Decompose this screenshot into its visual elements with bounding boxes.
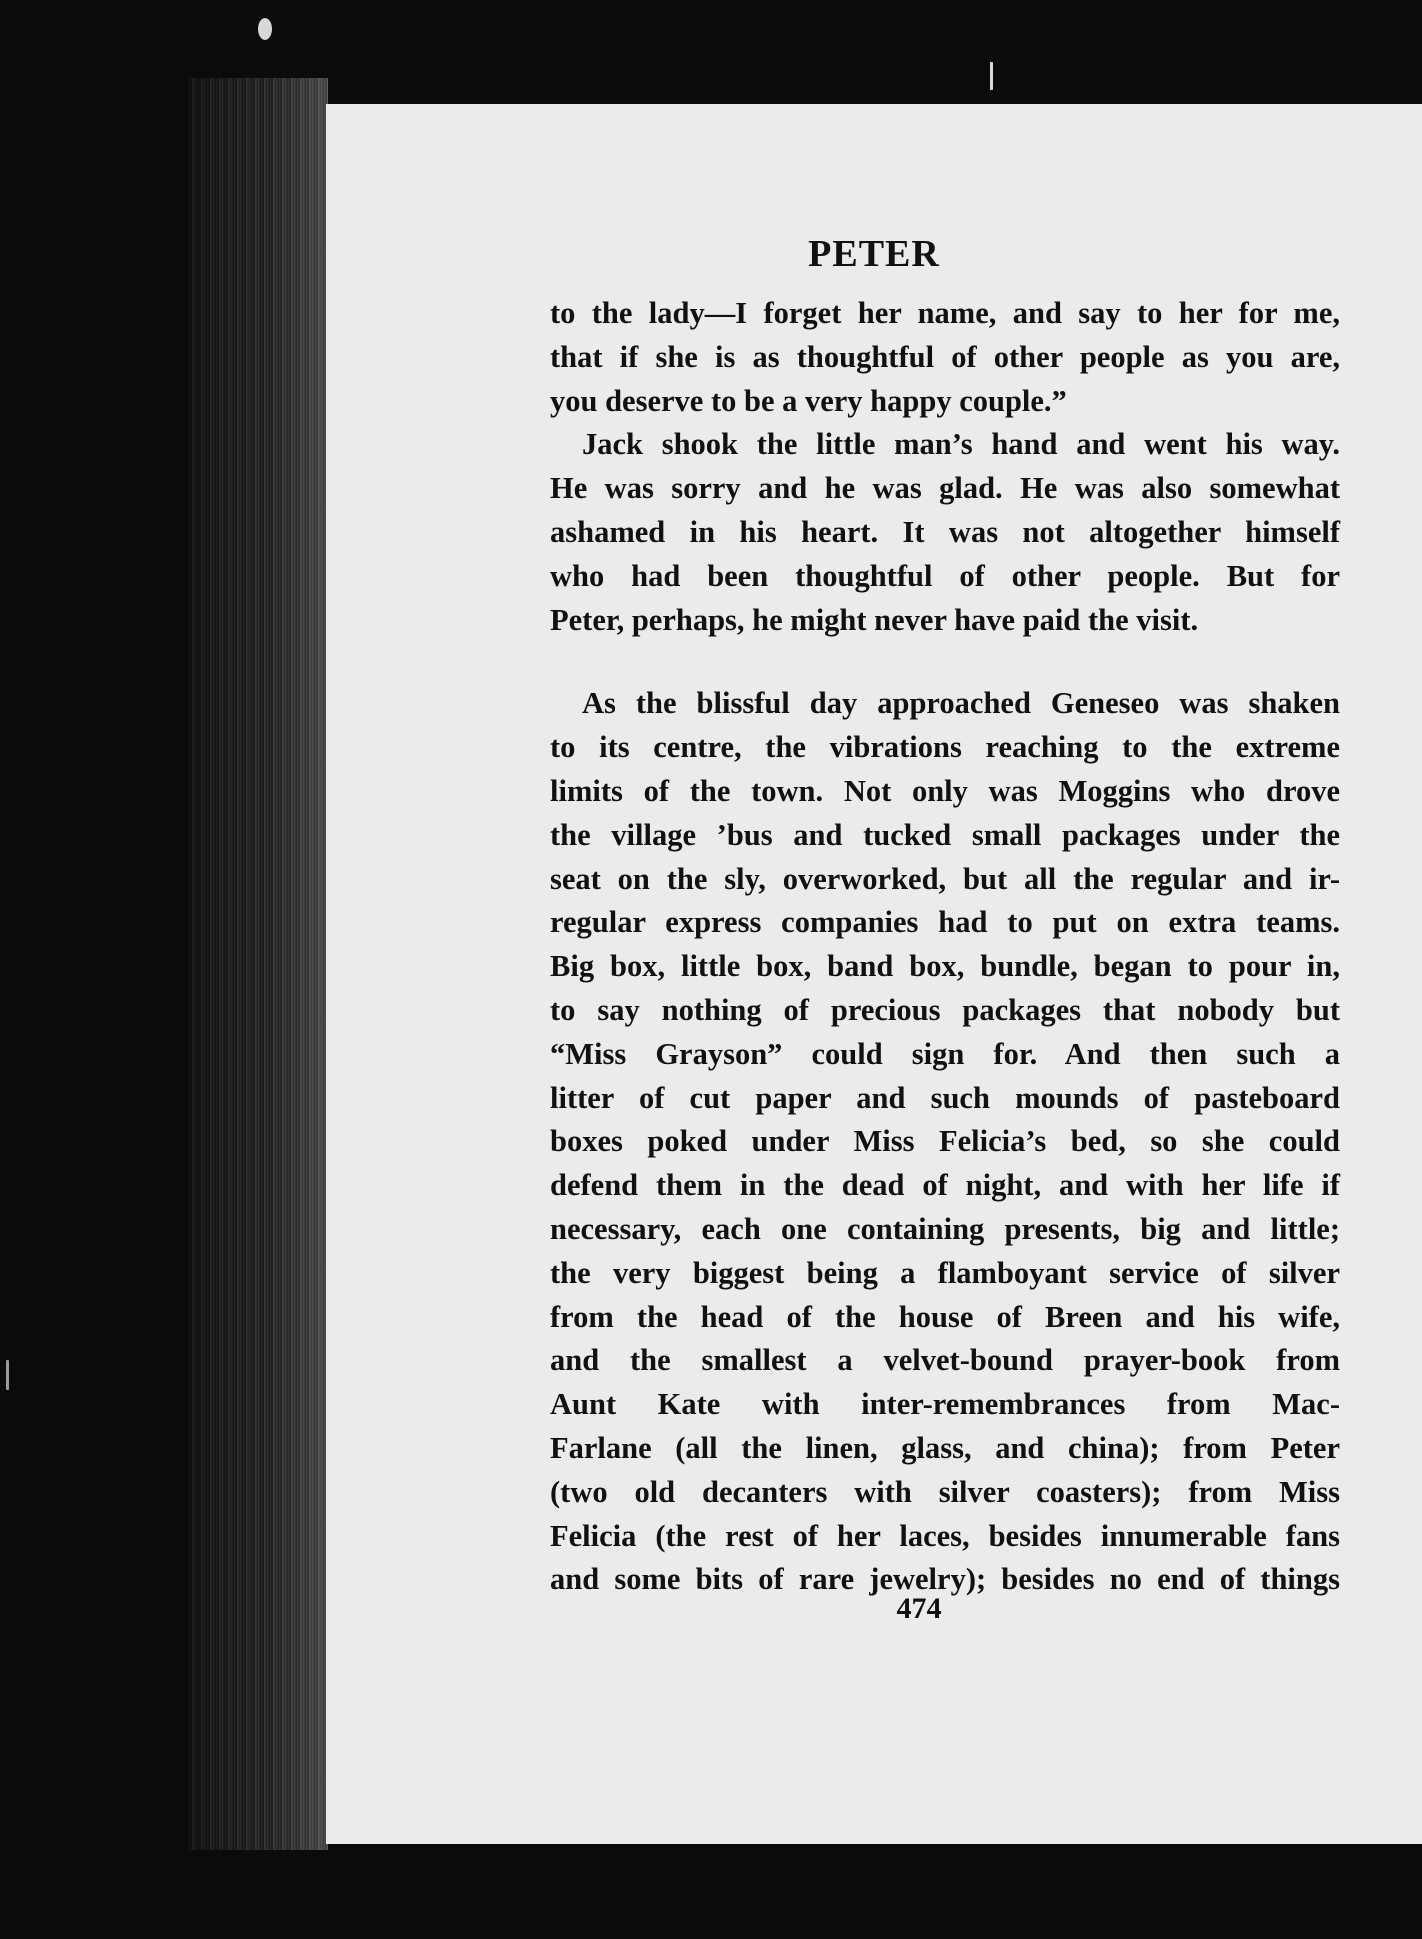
page-number: 474: [896, 1592, 942, 1625]
paragraph-2: [550, 423, 1340, 642]
text-line: He was sorry and he was glad. He was also somewhat: [550, 471, 1340, 506]
text-line: “Miss Grayson” could sign for. And then such a: [550, 1036, 1340, 1071]
text-line: who had been thoughtful of other people. But for: [550, 558, 1340, 593]
section-break: [550, 642, 1340, 682]
running-head: PETER: [808, 233, 940, 275]
text-line: As the blissful day approached Geneseo was shaken: [582, 686, 1340, 721]
text-line: and the smallest a velvet-bound prayer-book from: [550, 1343, 1340, 1378]
text-line: regular express companies had to put on extra teams.: [550, 905, 1340, 940]
text-line: and some bits of rare jewelry); besides no end of things: [550, 1562, 1340, 1597]
text-line: that if she is as thoughtful of other people as you are,: [550, 339, 1340, 374]
text-line: to the lady—I forget her name, and say to her for me,: [550, 296, 1340, 330]
scan-speck: [258, 18, 272, 40]
text-line: defend them in the dead of night, and with her life if: [550, 1168, 1340, 1203]
paragraph-3: [550, 682, 1340, 1602]
text-line: from the head of the house of Breen and his wife,: [550, 1299, 1340, 1334]
text-line: necessary, each one containing presents, big and little;: [550, 1211, 1340, 1246]
text-line: to say nothing of precious packages that nobody but: [550, 992, 1340, 1027]
scan-speck: [6, 1360, 9, 1390]
text-line: Felicia (the rest of her laces, besides innumerable fans: [550, 1518, 1340, 1553]
text-line: to its centre, the vibrations reaching to the extreme: [550, 730, 1340, 765]
text-line: Aunt Kate with inter-remembrances from Mac-: [550, 1387, 1340, 1422]
text-line: you deserve to be a very happy couple.”: [550, 383, 1067, 418]
text-line: the village ’bus and tucked small packages under the: [550, 817, 1340, 852]
text-line: the very biggest being a flamboyant service of silver: [550, 1255, 1340, 1290]
text-line: boxes poked under Miss Felicia’s bed, so she could: [550, 1124, 1340, 1159]
scan-speck: [990, 62, 993, 90]
text-line: Peter, perhaps, he might never have paid the visit.: [550, 602, 1199, 637]
text-line: seat on the sly, overworked, but all the regular and ir-: [550, 861, 1340, 896]
body-text: [550, 292, 1340, 1602]
book-page: [326, 104, 1422, 1844]
text-line: litter of cut paper and such mounds of pasteboard: [550, 1080, 1340, 1115]
page-edge-shade: [188, 78, 328, 1850]
paragraph-1: [550, 292, 1340, 423]
text-line: (two old decanters with silver coasters); from Miss: [550, 1474, 1340, 1509]
text-line: Jack shook the little man’s hand and went his way.: [582, 427, 1340, 462]
text-line: ashamed in his heart. It was not altogether himself: [550, 514, 1340, 549]
text-line: Big box, little box, band box, bundle, began to pour in,: [550, 949, 1340, 984]
text-line: limits of the town. Not only was Moggins who drove: [550, 773, 1340, 808]
text-line: Farlane (all the linen, glass, and china); from Peter: [550, 1430, 1340, 1465]
